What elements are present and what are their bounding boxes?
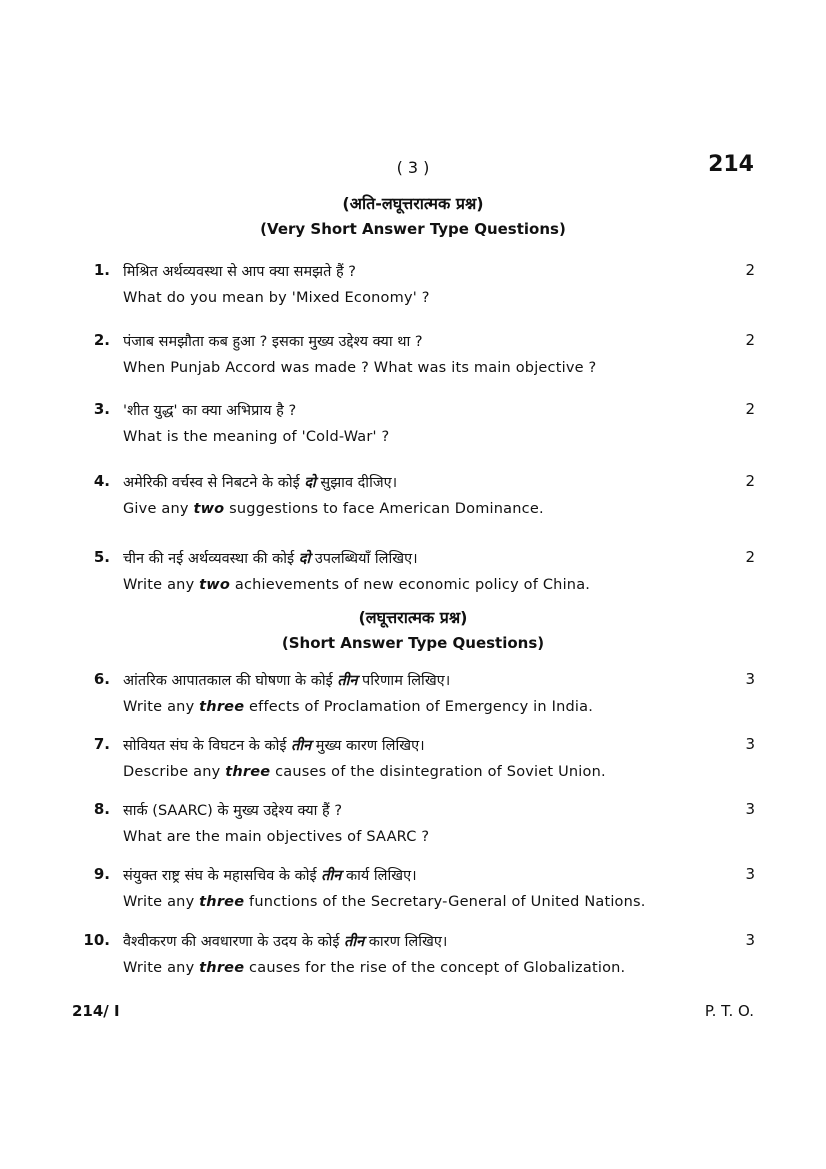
- emphasis: two: [199, 577, 231, 593]
- question-text-english: What is the meaning of 'Cold-War' ?: [123, 429, 390, 445]
- text-segment: suggestions to face American Dominance.: [224, 501, 544, 517]
- question-text-english: [123, 960, 625, 976]
- question-text-english: When Punjab Accord was made ? What was its main objective ?: [123, 360, 597, 376]
- question-text-hindi: [123, 670, 450, 690]
- text-segment: causes of the disintegration of Soviet Union.: [270, 764, 606, 780]
- text-segment: परिणाम लिखिए।: [357, 673, 451, 689]
- emphasis: तीन: [337, 673, 358, 689]
- question-marks: 3: [745, 931, 755, 949]
- text-segment: Write any: [123, 960, 200, 976]
- text-segment: achievements of new economic policy of China.: [230, 577, 591, 593]
- question-text-english: What are the main objectives of SAARC ?: [123, 829, 430, 845]
- question-marks: 2: [745, 331, 755, 349]
- emphasis: दो: [298, 551, 311, 567]
- text-segment: संयुक्त राष्ट्र संघ के महासचिव के कोई: [123, 868, 322, 884]
- question-number: 5.: [93, 548, 110, 566]
- question-text-english: What do you mean by 'Mixed Economy' ?: [123, 290, 430, 306]
- emphasis: तीन: [344, 934, 365, 950]
- text-segment: चीन की नई अर्थव्यवस्था की कोई: [123, 551, 299, 567]
- text-segment: कारण लिखिए।: [364, 934, 448, 950]
- section-title-hindi: (लघूत्तरात्मक प्रश्न): [358, 608, 468, 627]
- text-segment: आंतरिक आपातकाल की घोषणा के कोई: [123, 673, 338, 689]
- question-marks: 3: [745, 735, 755, 753]
- question-marks: 3: [745, 670, 755, 688]
- text-segment: सोवियत संघ के विघटन के कोई: [123, 738, 292, 754]
- question-number: 10.: [83, 931, 110, 949]
- question-text-english: [123, 894, 646, 910]
- question-number: 8.: [93, 800, 110, 818]
- text-segment: उपलब्धियाँ लिखिए।: [310, 551, 418, 567]
- footer-paper-code: 214/ I: [72, 1002, 120, 1020]
- text-segment: causes for the rise of the concept of Globalization.: [244, 960, 626, 976]
- emphasis: तीन: [321, 868, 342, 884]
- question-text-hindi: [123, 472, 397, 492]
- section-heading-short: [0, 606, 826, 652]
- question-text-hindi: [123, 548, 418, 568]
- question-text-hindi: पंजाब समझौता कब हुआ ? इसका मुख्य उद्देश्य क्या था ?: [123, 334, 423, 350]
- question-text-hindi: 'शीत युद्ध' का क्या अभिप्राय है ?: [123, 403, 297, 419]
- text-segment: Write any: [123, 894, 200, 910]
- page-number: ( 3 ): [396, 158, 430, 177]
- section-title-english: (Very Short Answer Type Questions): [260, 220, 566, 238]
- question-marks: 3: [745, 865, 755, 883]
- text-segment: Write any: [123, 577, 200, 593]
- text-segment: वैश्वीकरण की अवधारणा के उदय के कोई: [123, 934, 345, 950]
- question-text-english: [123, 577, 590, 593]
- question-marks: 2: [745, 400, 755, 418]
- question-number: 9.: [93, 865, 110, 883]
- emphasis: three: [225, 764, 271, 780]
- text-segment: functions of the Secretary-General of United Nations.: [244, 894, 646, 910]
- text-segment: Write any: [123, 699, 200, 715]
- question-text-hindi: सार्क (SAARC) के मुख्य उद्देश्य क्या हैं ?: [123, 803, 343, 819]
- text-segment: सुझाव दीजिए।: [315, 475, 398, 491]
- question-text-hindi: मिश्रित अर्थव्यवस्था से आप क्या समझते हैं ?: [123, 264, 356, 280]
- question-text-hindi: [123, 735, 425, 755]
- question-marks: 2: [745, 261, 755, 279]
- question-text-english: [123, 699, 593, 715]
- text-segment: Give any: [123, 501, 194, 517]
- question-text-english: [123, 501, 544, 517]
- emphasis: three: [199, 699, 245, 715]
- emphasis: three: [199, 960, 245, 976]
- section-heading-very-short: [0, 192, 826, 238]
- footer-pto: P. T. O.: [704, 1002, 754, 1020]
- question-text-hindi: [123, 865, 417, 885]
- emphasis: two: [193, 501, 225, 517]
- emphasis: दो: [304, 475, 316, 491]
- text-segment: कार्य लिखिए।: [341, 868, 417, 884]
- question-number: 3.: [93, 400, 110, 418]
- question-number: 2.: [93, 331, 110, 349]
- text-segment: मुख्य कारण लिखिए।: [311, 738, 425, 754]
- section-title-hindi: (अति-लघूत्तरात्मक प्रश्न): [342, 194, 484, 213]
- paper-code: 214: [708, 152, 754, 177]
- question-marks: 2: [745, 548, 755, 566]
- question-text-english: [123, 764, 606, 780]
- section-title-english: (Short Answer Type Questions): [281, 634, 545, 652]
- text-segment: Describe any: [123, 764, 226, 780]
- question-number: 4.: [93, 472, 110, 490]
- question-number: 7.: [93, 735, 110, 753]
- question-number: 6.: [93, 670, 110, 688]
- emphasis: three: [199, 894, 245, 910]
- text-segment: effects of Proclamation of Emergency in India.: [244, 699, 593, 715]
- emphasis: तीन: [291, 738, 312, 754]
- question-marks: 3: [745, 800, 755, 818]
- text-segment: अमेरिकी वर्चस्व से निबटने के कोई: [123, 475, 305, 491]
- question-text-hindi: [123, 931, 447, 951]
- question-number: 1.: [93, 261, 110, 279]
- question-marks: 2: [745, 472, 755, 490]
